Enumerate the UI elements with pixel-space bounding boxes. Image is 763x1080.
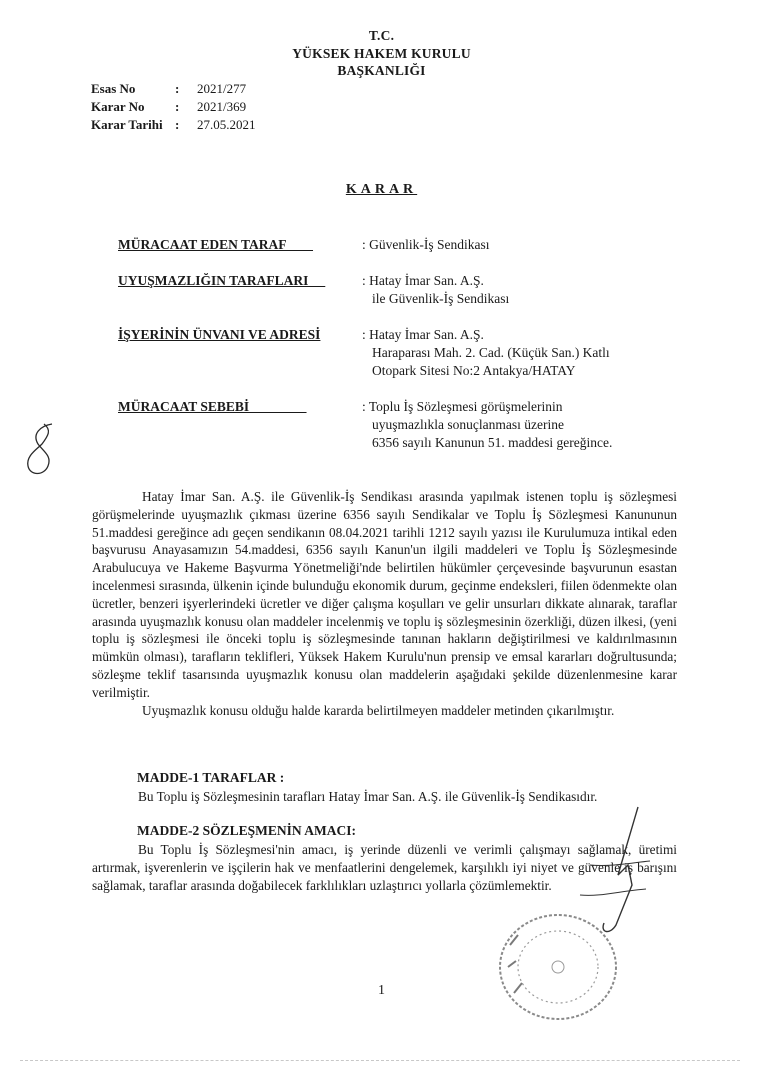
- article-1-body: [92, 788, 677, 806]
- case-meta: [91, 80, 256, 134]
- meta-colon: :: [175, 81, 180, 96]
- article-text: Bu Toplu iş Sözleşmesinin tarafları Hatay İmar San. A.Ş. ile Güvenlik-İş Sendikasıdır.: [138, 789, 598, 804]
- article-1-title: MADDE-1 TARAFLAR :: [137, 770, 285, 785]
- decision-body: [92, 488, 677, 719]
- meta-row-karar-tarihi: [91, 116, 256, 134]
- party-value-line: Haraparası Mah. 2. Cad. (Küçük San.) Katlı: [372, 345, 610, 360]
- party-label: İŞYERİNİN ÜNVANI VE ADRESİ: [118, 327, 321, 342]
- article-text: Bu Toplu İş Sözleşmesi'nin amacı, iş yerinde düzenli ve verimli çalışmayı sağlamak, üretimi artırmak, işverenlerin ve işçilerin hak ve menfaatlerini dengelemek, karşılıklı iyi niyet ve güvenle iş barışını sağlamak, taraflar arasında doğabilecek farklılıkları uzlaştırıcı yollarla çözümlemektir.: [92, 842, 677, 893]
- meta-label: Karar Tarihi: [91, 117, 163, 132]
- meta-row-esas-no: [91, 80, 256, 98]
- handwritten-margin-mark: [22, 420, 62, 480]
- header-line-presidency: BAŞKANLIĞI: [337, 63, 426, 78]
- party-value-line: Otopark Sitesi No:2 Antakya/HATAY: [372, 363, 576, 378]
- body-paragraph: Uyuşmazlık konusu olduğu halde kararda belirtilmeyen maddeler metinden çıkarılmıştır.: [142, 702, 615, 718]
- party-label: MÜRACAAT EDEN TARAF: [118, 237, 314, 252]
- meta-label: Karar No: [91, 99, 145, 114]
- article-2-title: MADDE-2 SÖZLEŞMENİN AMACI:: [137, 823, 357, 838]
- meta-value: 2021/277: [197, 81, 247, 96]
- party-value-line: : Toplu İş Sözleşmesi görüşmelerinin: [362, 399, 563, 414]
- page-number: 1: [378, 983, 385, 998]
- meta-value: 2021/369: [197, 99, 247, 114]
- meta-label: Esas No: [91, 81, 136, 96]
- meta-row-karar-no: [91, 98, 256, 116]
- header-line-institution: YÜKSEK HAKEM KURULU: [292, 46, 471, 61]
- party-value-line: 6356 sayılı Kanunun 51. maddesi gereğince.: [372, 435, 613, 450]
- party-label: UYUŞMAZLIĞIN TARAFLARI: [118, 273, 326, 288]
- header-line-tc: T.C.: [368, 28, 395, 43]
- meta-value: 27.05.2021: [197, 117, 256, 132]
- party-value-line: : Hatay İmar San. A.Ş.: [362, 273, 484, 288]
- decision-title: KARAR: [345, 182, 418, 197]
- page-bottom-rule: [20, 1060, 740, 1061]
- party-value-line: uyuşmazlıkla sonuçlanması üzerine: [372, 417, 564, 432]
- body-paragraph: Hatay İmar San. A.Ş. ile Güvenlik-İş Sendikası arasında yapılmak istenen toplu iş sözleşmesi görüşmelerinde uyuşmazlık çıkması üzerine 6356 sayılı Sendikalar ve Toplu İş Sözleşmesi Kanununun 51.maddesi gereğince adı geçen sendikanın 08.04.2021 tarihli 1212 sayılı yazısı ile Kurulumuza intikal eden başvurusu Anayasamızın 54.maddesi, 6356 sayılı Kanun'un ilgili maddeleri ve Toplu İş Sözleşmesinde Arabulucuya ve Hakeme Başvurma Yönetmeliği'nde belirtilen hükümler çerçevesinde başvurunun esastan incelenmesi sırasında, ülkenin içinde bulunduğu ekonomik durum, geçinme endeksleri, fiilen ödenmekte olan ücretler, benzeri işyerlerindeki ücretler ve diğer çalışma koşulları ve gelir unsurları dikkate alınarak, taraflar arasında uyuşmazlık konusu olan maddeler incelenmiş ve toplu iş sözleşmesinin özerkliği, düzen ilkesi, (yeni toplu iş sözleşmesi ile önceki toplu iş sözleşmesinde tanınan hakların değiştirilmesi ve kaldırılmasının mümkün olması), tarafların teklifleri, Yüksek Hakem Kurulu'nun prensip ve emsal kararları doğrultusunda; sözleşme teklif tasarısında uyuşmazlık konusu olan maddelerin aşağıdaki şekilde düzenlenmesine karar verilmiştir.: [92, 489, 677, 700]
- meta-colon: :: [175, 99, 180, 114]
- official-stamp-icon: [488, 905, 618, 1025]
- party-value-line: ile Güvenlik-İş Sendikası: [372, 291, 510, 306]
- party-value-line: : Hatay İmar San. A.Ş.: [362, 327, 484, 342]
- party-label: MÜRACAAT SEBEBİ: [118, 399, 307, 414]
- party-value-line: : Güvenlik-İş Sendikası: [362, 237, 490, 252]
- meta-colon: :: [175, 117, 180, 132]
